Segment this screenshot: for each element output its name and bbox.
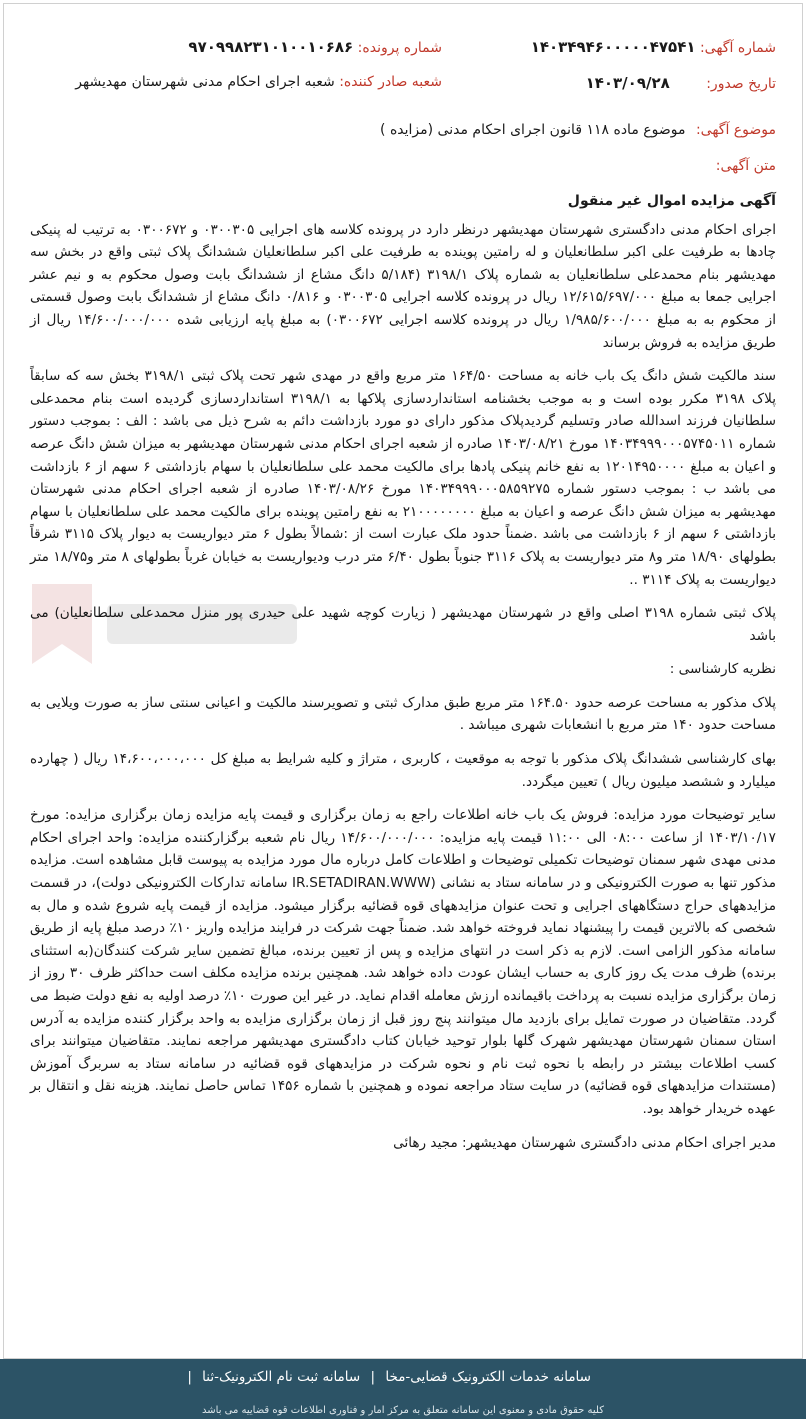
footer-copyright: کلیه حقوق مادی و معنوی این سامانه متعلق به مرکز آمار و فناوری اطلاعات قوه قضاییه می باشد xyxy=(202,1405,604,1416)
issuer-row xyxy=(75,74,442,90)
paragraph-details: سایر توضیحات مورد مزایده: فروش یک باب خانه اطلاعات راجع به زمان برگزاری و قیمت پایه مزایده زمان برگزاری مزایده: مورخ ۱۴۰۳/۱۰/۱۷ از ساعت ۰۸:۰۰ الی ۱۱:۰۰ قیمت پایه مزایده: ۱۴/۶۰۰/۰۰۰/۰۰۰ ریال نام شعبه برگزارکننده مزایده: واحد اجرای احکام مدنی مهدی شهر سمنان توضیحات تکمیلی توضیحات و اطلاعات کامل درباره مال مورد مزایده به پیوست قابل مشاهده است. مزایده مذکور تنها به صورت الکترونیکی و در سامانه ستاد به نشانی (IR.SETADIRAN.WWW سامانه تدارکات الکترونیکی دولت)، در قسمت مزایدههای حراج دستگاههای اجرایی و تحت عنوان مزایدههای قوه قضائیه برگزار میشود. مزایده از قیمت پایه شروع شده و مال به شخصی که بالاترین قیمت را پیشنهاد نماید فروخته خواهد شد. ضمناً جهت شرکت در فرایند مزایده واریز ۱۰٪ درصد مبلغ پایه از طریق سامانه مذکور الزامی است. لازم به ذکر است در انتهای مزایده و پس از تعیین برنده، مبالغ تضمین سایر شرکت کنندگان(به استثنای برنده) ظرف مدت یک روز کاری به حساب ایشان عودت داده خواهد شد. همچنین برنده مزایده مکلف است حداکثر ظرف ۳۰ روز از زمان برگزاری مزایده نسبت به پرداخت باقیمانده ارزش معامله اقدام نماید. در غیر این صورت ۱۰٪ درصد اولیه به نفع دولت ضبط می گردد. متقاضیان در صورت تمایل برای بازدید مال میتوانند پنج روز قبل از زمان برگزاری مزایده به واحد برگزار کننده مزایده به آدرس استان سمنان شهرستان مهدیشهر شهرک گلها بلوار توحید خیابان کتاب دادگستری مهدیشهر مراجعه نمایند. متقاضیان میتوانند برای کسب اطلاعات بیشتر در رابطه با نحوه ثبت نام و نحوه شرکت در مزایدههای قوه قضائیه در سامانه ستاد به سربرگ آموزش (مستندات مزایدههای قوه قضائیه) در سایت ستاد مراجعه نموده و همچنین با شماره ۱۴۵۶ تماس حاصل نمایند. هزینه نقل و انتقال بر عهده خریدار خواهد بود. xyxy=(30,807,777,1117)
case-number-row xyxy=(188,38,442,56)
issuer-value: شعبه اجرای احکام مدنی شهرستان مهدیشهر xyxy=(75,74,335,90)
case-number-value: ۹۷۰۹۹۸۲۳۱۰۱۰۰۱۰۶۸۶ xyxy=(188,38,354,56)
issue-date-label: تاریخ صدور: xyxy=(706,76,776,92)
signature-line: مدیر اجرای احکام مدنی دادگستری شهرستان مهدیشهر: مجید رهائی xyxy=(393,1134,776,1151)
notice-text-label: متن آگهی: xyxy=(715,158,776,174)
footer-link-mokha[interactable]: سامانه خدمات الکترونیک قضایی-مخا xyxy=(385,1369,591,1385)
ad-number-label: شماره آگهی: xyxy=(699,40,776,56)
footer-separator-end: | xyxy=(187,1369,192,1385)
ad-number-value: ۱۴۰۳۴۹۴۶۰۰۰۰۰۴۷۵۴۱ xyxy=(530,38,696,56)
notice-title: آگهی مزایده اموال غیر منقول xyxy=(567,193,776,209)
notice-header xyxy=(4,4,802,114)
site-footer xyxy=(0,1359,806,1419)
notice-body xyxy=(30,190,776,1165)
footer-links xyxy=(181,1369,591,1385)
paragraph-area: پلاک مذکور به مساحت عرصه حدود ۱۶۴.۵۰ متر مربع طبق مدارک ثبتی و تصویرسند مالکیت و اعیانی سنتی ساز به صورت ویلایی به مساحت حدود ۱۴۰ متر مربع با انشعابات شهری میباشد . xyxy=(30,694,776,734)
issuer-label: شعبه صادر کننده: xyxy=(339,74,442,90)
subject-value: موضوع ماده ۱۱۸ قانون اجرای احکام مدنی (مزایده ) xyxy=(380,122,686,138)
paragraph-plate: پلاک ثبتی شماره ۳۱۹۸ اصلی واقع در شهرستان مهدیشهر ( زیارت کوچه شهید علی حیدری پور منزل محمدعلی سلطانعلیان) می باشد xyxy=(30,605,776,644)
footer-separator: | xyxy=(370,1369,376,1385)
ad-number-row xyxy=(531,38,776,56)
paragraph-valuation: بهای کارشناسی ششدانگ پلاک مذکور با توجه به موقعیت ، کاربری ، متراژ و کلیه شرایط به مبلغ کل ۱۴،۶۰۰،۰۰۰،۰۰۰ ریال ( چهارده میلیارد و ششصد میلیون ریال ) تعیین میگردد. xyxy=(30,751,776,790)
paragraph-deed: سند مالکیت شش دانگ یک باب خانه به مساحت ۱۶۴/۵۰ متر مربع واقع در مهدی شهر تحت پلاک ثبتی ۳۱۹۸/۱ بخش سه که سابقاً پلاک ۳۱۹۸ مکرر بوده است و به موجب بخشنامه استانداردسازی پلاکها به ۳۱۹۸/۱ استانداردسازی گردیده است بنام محمدعلی سلطانیان فرزند اسدالله صادر وتسلیم گردیدپلاک مذکور دارای دو مورد بازداشت دائم به شرح ذیل می باشد : الف : بموجب دستور شماره ۱۴۰۳۴۹۹۹۰۰۰۵۷۴۵۰۱۱ مورخ ۱۴۰۳/۰۸/۲۱ صادره از شعبه اجرای احکام مدنی شهرستان مهدیشهر به میزان شش دانگ عرصه و اعیان به مبلغ ۱۲۰۱۴۹۵۰۰۰۰ به نفع خانم پنیکی پادها برای مالکیت محمد علی سلطانعلیان با سهام بازداشتی ۶ سهم از ۶ بازداشت می باشد ب : بموجب دستور شماره ۱۴۰۳۴۹۹۹۰۰۰۵۸۵۹۲۷۵ مورخ ۱۴۰۳/۰۸/۲۶ صادره از شعبه اجرای احکام مدنی شهرستان مهدیشهر به میزان شش دانگ عرصه و اعیان به مبلغ ۲۱۰۰۰۰۰۰۰۰ به نفع رامتین پوینده برای مالکیت محمد علی سلطانعلیان با سهام بازداشتی ۶ سهم از ۶ بازداشت می باشد .ضمناً حدود ملک عبارت است از :شمالاً بطول ۶ متر دیواریست به دیوار پلاک ۳۱۱۵ شرقاً بطولهای ۱۸/۹۰ متر و۸ متر دیواریست به پلاک ۳۱۱۶ جنوباً بطول ۶/۴۰ متر درب ودیواریست به خیابان غرباً بطولهای ۸ متر و۱۸/۷۵ متر دیواریست به پلاک ۳۱۱۴ .. xyxy=(30,368,777,588)
paragraph-intro: اجرای احکام مدنی دادگستری شهرستان مهدیشهر درنظر دارد در پرونده کلاسه های اجرایی ۰۳۰۰۳۰۵ و ۰۳۰۰۶۷۲ به ترتیب له پنیکی چادها به طرفیت علی اکبر سلطانعلیان و له رامتین پوینده به طرفیت علی اکبر سلطانعلیان ششدانگ پلاک ثبتی واقع در بخش سه مهدیشهر بنام محمدعلی سلطانعلیان به شماره پلاک ۳۱۹۸/۱ (۵/۱۸۴ دانگ مشاع از ششدانگ بابت وصول محکوم به و نیم عشر اجرایی جمعا به مبلغ ۱۲/۶۱۵/۶۹۷/۰۰۰ ریال در پرونده کلاسه اجرایی ۰۳۰۰۳۰۵ و ۰/۸۱۶ دانگ مشاع از ششدانگ بابت وصول قسمتی از محکوم به به مبلغ ۱/۹۸۵/۶۰۰/۰۰۰ ریال در پرونده کلاسه اجرایی ۰۳۰۰۶۷۲) به مبلغ پایه ارزیابی شده ۱۴/۶۰۰/۰۰۰/۰۰۰ ریال از طریق مزایده به فروش برساند xyxy=(30,221,777,351)
footer-link-sana[interactable]: سامانه ثبت نام الکترونیک-ثنا xyxy=(202,1369,361,1385)
issue-date-row xyxy=(586,74,776,92)
subject-row xyxy=(380,122,776,138)
expert-opinion-heading: نظریه کارشناسی : xyxy=(669,661,776,678)
issue-date-value: ۱۴۰۳/۰۹/۲۸ xyxy=(585,74,670,92)
case-number-label: شماره پرونده: xyxy=(357,40,442,56)
notice-frame xyxy=(3,3,803,1359)
subject-label: موضوع آگهی: xyxy=(695,122,776,138)
